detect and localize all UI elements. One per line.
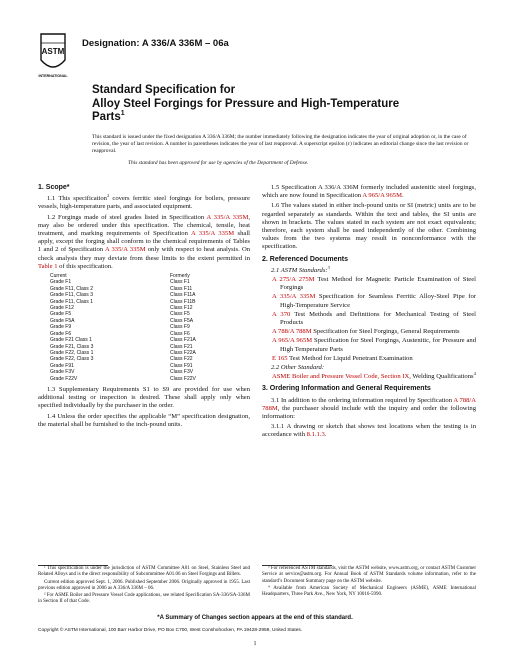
grade-current: Grade F91 (50, 362, 74, 369)
title-line-2: Alloy Steel Forgings for Pressure and High-Temperature (92, 97, 400, 110)
reference-item (272, 355, 476, 363)
summary-of-changes-note: *A Summary of Changes section appears at the end of this standard. (157, 615, 353, 621)
grade-current: Grade F11, Class 3 (50, 292, 93, 299)
reference-link[interactable]: A 965/A 965M (272, 337, 313, 345)
grade-current: Grade F3V (50, 369, 75, 376)
references-heading: 2. Referenced Documents (262, 255, 348, 263)
astm-logo (38, 30, 68, 80)
reference-link[interactable]: E 165 (272, 354, 288, 362)
link-section-8-1-1-3[interactable]: 8.1.1.3 (306, 431, 325, 439)
grade-formerly: Class F11A (170, 292, 196, 299)
grade-current: Grade F5 (50, 311, 72, 318)
scope-1-4: 1.4 Unless the order specifies the applicable “M” specification designation, the material shall be furnished to the inch-pound units. (38, 412, 250, 428)
grade-current: Grade F11, Class 2 (50, 285, 93, 292)
link-a335[interactable]: A 335/A 335M (104, 246, 146, 254)
grade-formerly: Class F3V (170, 369, 194, 376)
grade-formerly: Class F5A (170, 317, 194, 324)
footnote: ² For ASME Boiler and Pressure Vessel Code applications, see related Specification SA-336/SA-336M in Section II of that Code. (38, 593, 250, 605)
link-a788[interactable]: A 788/A 788M (262, 396, 477, 412)
grade-formerly: Class F11 (170, 285, 193, 292)
left-column (38, 184, 250, 431)
document-title (92, 84, 452, 125)
ordering-3-1: 3.1 In addition to the ordering information required by Specification A 788/A 788M, the purchaser should include with the inquiry and order the following information: (262, 396, 477, 421)
grade-current: Grade F9 (50, 324, 72, 331)
reference-link[interactable]: A 788/A 788M (272, 328, 312, 336)
grade-formerly: Class F91 (170, 362, 193, 369)
dod-notice: This standard has been approved for use by agencies of the Department of Defense. (128, 160, 309, 166)
grade-formerly: Class F21 (170, 343, 193, 350)
reference-title: Test Method for Liquid Penetrant Examination (287, 354, 413, 362)
grade-formerly: Class F12 (170, 305, 193, 312)
reference-title: Test Methods and Definitions for Mechanical Testing of Steel Products (280, 310, 476, 327)
reference-item (272, 311, 476, 327)
page-number: 1 (253, 641, 257, 647)
reference-title: Test Method for Magnetic Particle Examination of Steel Forgings (280, 276, 476, 292)
reference-title: Specification for Steel Forgings, General Requirements (311, 328, 460, 336)
grade-current: Grade F22V (50, 375, 78, 382)
ordering-heading: 3. Ordering Information and General Requirements (262, 385, 431, 393)
title-footnote-mark: 1 (120, 110, 125, 118)
scope-1-2: 1.2 Forgings made of steel grades listed in Specification A 335/A 335M, may also be ordered under this specification. The chemical, tensile, heat treatment, and marking requirements of Specification A 335/A 335M shall apply, except the forging shall conform to the chemical requirements of Tables 1 and 2 of Specification A 335/A 335M only with respect to heat analysis. On check analysis they may deviate from these limits to the extent permitted in Table 1 of this specification. (38, 213, 251, 270)
scope-1-3: 1.3 Supplementary Requirements S1 to S9 are provided for use when additional testing or inspection is desired. These shall apply only when specified individually by the purchaser in the order. (38, 385, 250, 410)
grade-formerly: Class F22A (170, 349, 196, 356)
footnotes-left (38, 565, 250, 607)
link-asme-code[interactable]: ASME Boiler and Pressure Vessel Code, Section IX (272, 373, 410, 381)
reference-link[interactable]: A 335/A 335M (272, 293, 316, 301)
reference-item (272, 337, 476, 353)
scope-1-6: 1.6 The values stated in either inch-pound units or SI (metric) units are to be regarded separately as standards. Within the text and tables, the SI units are shown in brackets. The values stated in each system are not exact equivalents; therefore, each system shall be used independently of the other. Combining values from the two systems may result in nonconformance with the specification. (262, 202, 476, 251)
col-current: Current (50, 273, 67, 280)
right-column (262, 184, 476, 442)
footnote: ³ For referenced ASTM standards, visit the ASTM website, www.astm.org, or contact ASTM Customer Service at service@astm.org. For Annual Book of ASTM Standards volume information, refer to the standard’s Document Summary page on the ASTM website. (262, 566, 476, 584)
grade-formerly: Class F11B (170, 298, 196, 305)
astm-standards-subheading: 2.1 ASTM Standards:$^3$ (271, 264, 330, 274)
logo-letters: ASTM (41, 47, 65, 56)
link-a335[interactable]: A 335/A 335M (206, 213, 249, 221)
reference-item (272, 328, 476, 336)
astm-logo-icon (38, 30, 68, 80)
grade-formerly: Class F9 (170, 324, 190, 331)
grade-current: Grade F6 (50, 330, 72, 337)
col-formerly: Formerly (170, 273, 190, 280)
grade-current: Grade F11, Class 1 (50, 298, 93, 305)
footnotes-right (262, 565, 476, 599)
reference-title: Specification for Steel Forgings, Austenitic, for Pressure and High Temperature Parts (280, 337, 476, 353)
scope-1-1: 1.1 This specification$^2$ covers ferritic steel forgings for boilers, pressure vessels, high-temperature parts, and associated equipment. (38, 193, 250, 211)
grade-current: Grade F1 (50, 279, 72, 286)
grade-current: Grade F5A (50, 317, 75, 324)
grade-current: Grade F22, Class 3 (50, 356, 94, 363)
reference-link[interactable]: A 275/A 275M (272, 276, 315, 284)
grade-current: Grade F12 (50, 305, 74, 312)
reference-item: ASME Boiler and Pressure Vessel Code, Section IX, Welding Qualifications$^4$ (272, 371, 476, 381)
grade-table (50, 273, 196, 382)
logo-subtext: INTERNATIONAL (38, 74, 68, 78)
reference-title: Specification for Seamless Ferritic Alloy-Steel Pipe for High-Temperature Service (280, 293, 476, 309)
scope-1-5: 1.5 Specification A 336/A 336M formerly included austenitic steel forgings, which are now found in Specification A 965/A 965M. (262, 184, 476, 200)
reference-item (272, 276, 476, 292)
grade-current: Grade F21 Class 1 (50, 337, 92, 344)
issuance-notice: This standard is issued under the fixed designation A 336/A 336M; the number immediately following the designation indicates the year of original adoption or, in the case of revision, the year of last revision. A number in parentheses indicates the year of last reapproval. A superscript epsilon (ε) indicates an editorial change since the last revision or reapproval. (92, 134, 469, 155)
other-standard-subheading: 2.2 Other Standard: (271, 364, 325, 372)
grade-formerly: Class F21A (170, 337, 196, 344)
grade-current: Grade F22, Class 1 (50, 349, 94, 356)
reference-item (272, 293, 476, 309)
grade-formerly: Class F22V (170, 375, 196, 382)
grade-formerly: Class F6 (170, 330, 190, 337)
footnote: ¹ This specification is under the jurisdiction of ASTM Committee A01 on Steel, Stainless Steel and Related Alloys and is the direct responsibility of Subcommittee A01.06 on Steel Forgings and Billets. (38, 566, 250, 578)
ordering-3-1-1: 3.1.1 A drawing or sketch that shows test locations when the testing is in accordance with 8.1.1.3. (262, 423, 476, 439)
link-a335[interactable]: A 335/A 335M (190, 230, 235, 238)
scope-heading: 1. Scope* (38, 184, 70, 191)
footnote: ⁴ Available from American Society of Mechanical Engineers (ASME), ASME International Headquarters, Three Park Ave., New York, NY 10016-5990. (262, 585, 476, 598)
copyright: Copyright © ASTM International, 100 Barr Harbor Drive, PO Box C700, West Conshohocken, PA 19428-2959, United States. (38, 628, 303, 633)
link-table-1[interactable]: Table 1 (38, 262, 58, 270)
grade-formerly: Class F5 (170, 311, 190, 318)
footnote: Current edition approved Sept. 1, 2006. Published September 2006. Originally approved in 1955. Last previous edition approved in 2006 as A 336/A 336M – 06. (38, 579, 250, 591)
reference-list (262, 276, 476, 363)
reference-link[interactable]: A 370 (272, 310, 291, 318)
title-line-3: Parts$^1$ (92, 110, 125, 123)
grade-formerly: Class F22 (170, 356, 193, 363)
title-line-1: Standard Specification for (92, 84, 236, 96)
grade-current: Grade F21, Class 3 (50, 343, 94, 350)
link-a965[interactable]: A 965/A 965M (362, 192, 402, 200)
grade-row (50, 376, 196, 382)
grade-formerly: Class F1 (170, 279, 190, 286)
designation: Designation: A 336/A 336M – 06a (82, 38, 229, 49)
